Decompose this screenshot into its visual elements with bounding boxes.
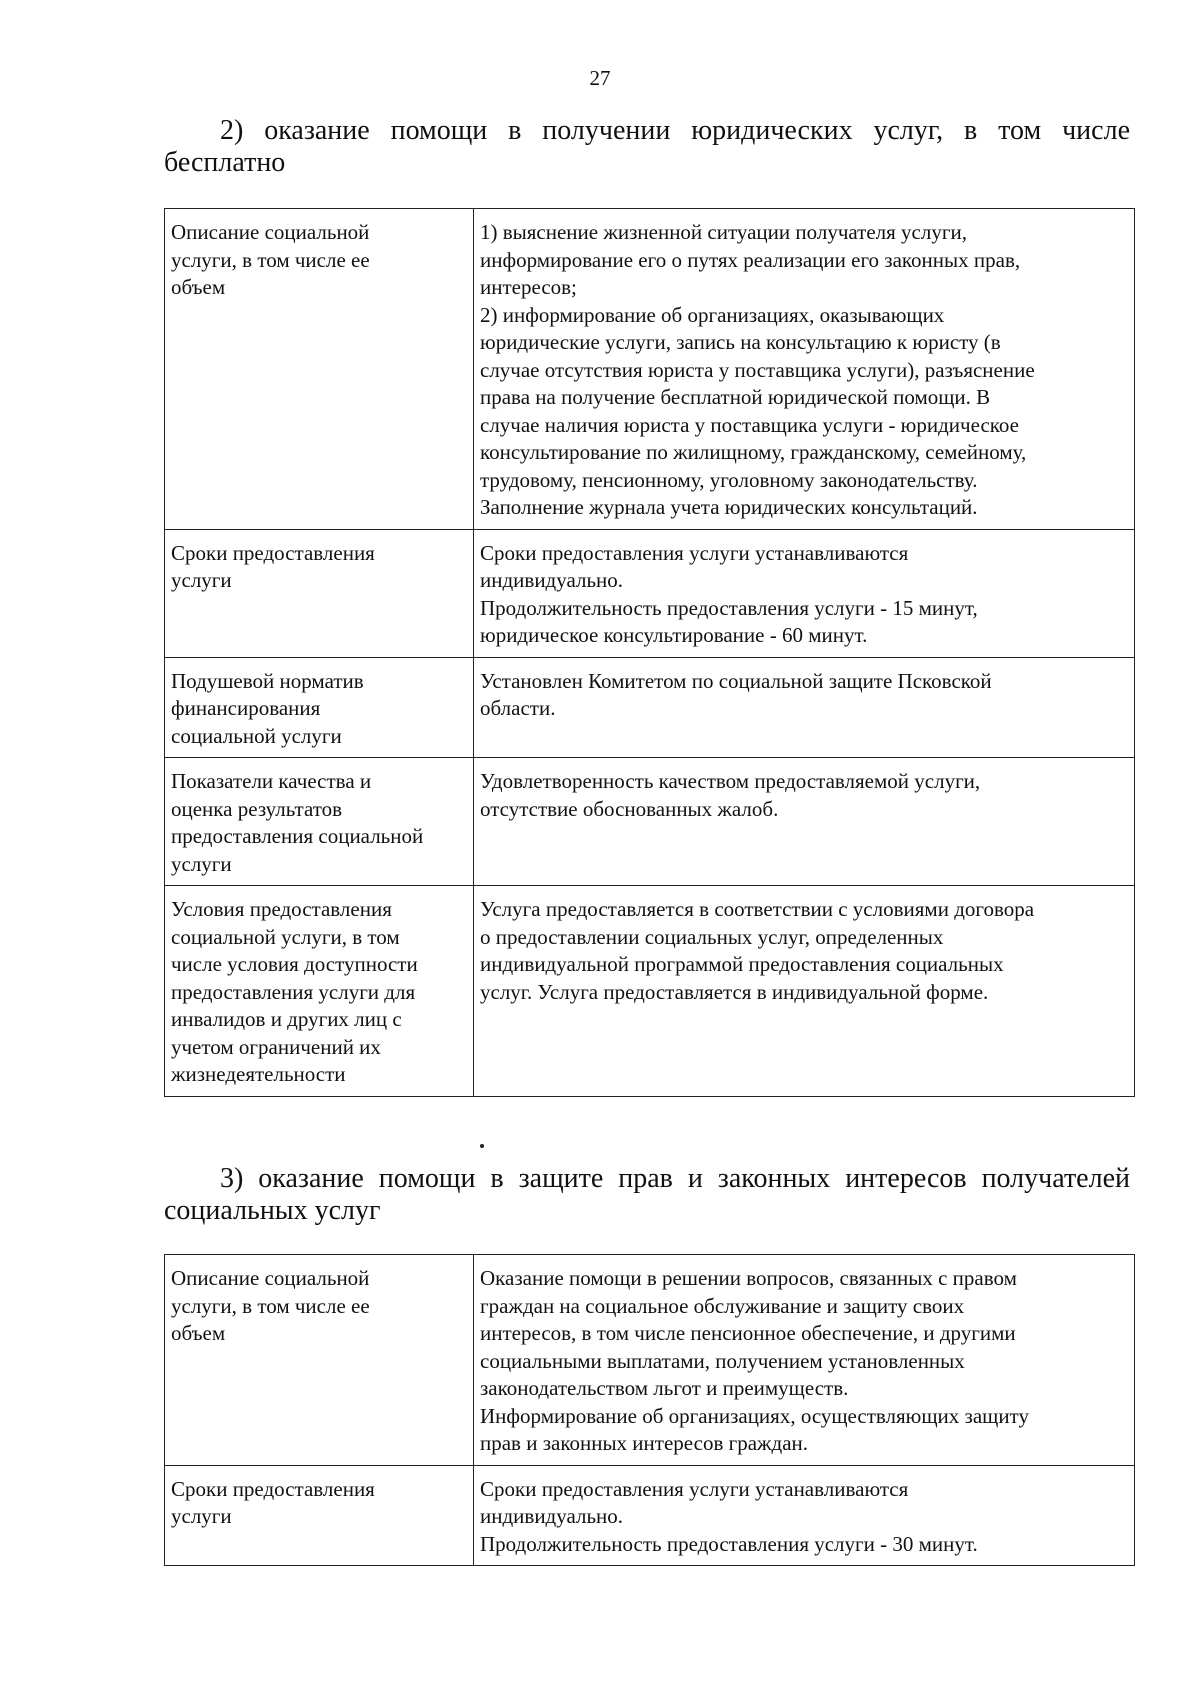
section-3-heading	[164, 1163, 1130, 1227]
table-row	[165, 1465, 1135, 1566]
table-row	[165, 886, 1135, 1097]
table-row	[165, 529, 1135, 657]
row-value-cell	[474, 209, 1135, 530]
row-value-line: о предоставлении социальных услуг, определенных	[480, 924, 944, 949]
row-value-line: Услуга предоставляется в соответствии с условиями договора	[480, 897, 1035, 921]
row-value-line: индивидуально.	[480, 568, 624, 592]
row-label-line: Условия предоставления	[171, 897, 392, 921]
row-value-cell	[474, 1255, 1135, 1466]
row-value-line: законодательством льгот и преимуществ.	[480, 1376, 849, 1400]
row-label-line: финансирования	[171, 696, 321, 720]
row-label-cell	[165, 529, 474, 657]
row-value-cell	[474, 758, 1135, 886]
row-label-cell	[165, 758, 474, 886]
row-value-line: услуг. Услуга предоставляется в индивидуальной форме.	[480, 979, 989, 1004]
section-2-heading	[164, 115, 1130, 179]
row-value-line: Продолжительность предоставления услуги - 15 минут,	[480, 595, 978, 620]
row-label-line: предоставления услуги для	[171, 979, 416, 1004]
row-label-line: объем	[171, 1321, 226, 1345]
row-value-line: социальными выплатами, получением установленных	[480, 1348, 965, 1373]
row-label-line: числе условия доступности	[171, 952, 418, 976]
row-value-line: информирование его о путях реализации его законных прав,	[480, 247, 1021, 272]
table-row	[165, 1255, 1135, 1466]
row-value-line: случае отсутствия юриста у поставщика услуги), разъяснение	[480, 357, 1035, 382]
row-value-cell	[474, 1465, 1135, 1566]
row-label-line: Сроки предоставления	[171, 1476, 375, 1501]
row-value-cell	[474, 657, 1135, 758]
row-value-line: интересов;	[480, 275, 577, 299]
row-value-line: граждан на социальное обслуживание и защиту своих	[480, 1293, 965, 1318]
row-value-line: Установлен Комитетом по социальной защите Псковской	[480, 668, 992, 693]
row-value-line: Удовлетворенность качеством предоставляемой услуги,	[480, 769, 981, 793]
row-label-line: услуги	[171, 851, 232, 876]
row-value-line: Продолжительность предоставления услуги - 30 минут.	[480, 1531, 978, 1556]
row-value-line: юридические услуги, запись на консультацию к юристу (в	[480, 330, 1001, 354]
section-2-heading-line1: 2) оказание помощи в получении юридических услуг, в том числе	[220, 115, 1130, 146]
row-value-line: Оказание помощи в решении вопросов, связанных с правом	[480, 1266, 1017, 1290]
section-3-heading-line2: социальных услуг	[164, 1195, 381, 1226]
bullet-mark	[480, 1144, 484, 1148]
row-label-line: социальной услуги, в том	[171, 924, 400, 949]
row-value-line: трудовому, пенсионному, уголовному законодательству.	[480, 467, 978, 492]
row-value-line: области.	[480, 696, 556, 720]
row-label-line: учетом ограничений их	[171, 1034, 381, 1059]
row-value-line: права на получение бесплатной юридической помощи. В	[480, 385, 991, 409]
table-row	[165, 657, 1135, 758]
row-label-line: услуги, в том числе ее	[171, 1293, 370, 1318]
row-label-cell	[165, 886, 474, 1097]
row-value-cell	[474, 529, 1135, 657]
row-value-line: индивидуальной программой предоставления социальных	[480, 952, 1004, 976]
row-label-line: услуги	[171, 1504, 232, 1528]
row-value-line: прав и законных интересов граждан.	[480, 1431, 809, 1455]
row-label-line: Описание социальной	[171, 220, 370, 244]
row-value-line: Сроки предоставления услуги устанавливаются	[480, 1476, 909, 1501]
table-row	[165, 758, 1135, 886]
row-label-line: социальной услуги	[171, 723, 342, 748]
row-label-line: услуги	[171, 568, 232, 592]
row-label-line: жизнедеятельности	[171, 1062, 346, 1086]
page-number: 27	[589, 66, 611, 90]
row-value-line: консультирование по жилищному, гражданскому, семейному,	[480, 440, 1027, 464]
row-value-line: индивидуально.	[480, 1504, 624, 1528]
table-row	[165, 209, 1135, 530]
row-label-cell	[165, 1255, 474, 1466]
row-label-line: услуги, в том числе ее	[171, 247, 370, 272]
row-value-line: Сроки предоставления услуги устанавливаются	[480, 540, 909, 565]
row-value-line: случае наличия юриста у поставщика услуги - юридическое	[480, 412, 1019, 437]
row-value-line: 1) выяснение жизненной ситуации получателя услуги,	[480, 220, 967, 244]
row-label-line: Подушевой норматив	[171, 668, 364, 693]
row-value-line: 2) информирование об организациях, оказывающих	[480, 302, 945, 327]
row-label-line: объем	[171, 275, 226, 299]
row-label-line: Показатели качества и	[171, 769, 372, 793]
row-label-line: Сроки предоставления	[171, 540, 375, 565]
row-label-cell	[165, 657, 474, 758]
row-label-cell	[165, 209, 474, 530]
row-value-line: интересов, в том числе пенсионное обеспечение, и другими	[480, 1321, 1016, 1345]
row-value-line: Информирование об организациях, осуществляющих защиту	[480, 1403, 1029, 1428]
row-label-line: предоставления социальной	[171, 824, 424, 848]
section-2-heading-line2: бесплатно	[164, 147, 286, 178]
section-3-heading-line1: 3) оказание помощи в защите прав и законных интересов получателей	[220, 1163, 1130, 1194]
row-value-cell	[474, 886, 1135, 1097]
row-value-line: отсутствие обоснованных жалоб.	[480, 796, 779, 821]
row-value-line: Заполнение журнала учета юридических консультаций.	[480, 495, 978, 519]
row-label-line: Описание социальной	[171, 1266, 370, 1290]
section-2-table	[164, 208, 1135, 1097]
row-label-line: оценка результатов	[171, 796, 343, 821]
row-label-line: инвалидов и других лиц с	[171, 1007, 402, 1031]
section-3-table	[164, 1254, 1135, 1566]
row-label-cell	[165, 1465, 474, 1566]
row-value-line: юридическое консультирование - 60 минут.	[480, 623, 868, 647]
